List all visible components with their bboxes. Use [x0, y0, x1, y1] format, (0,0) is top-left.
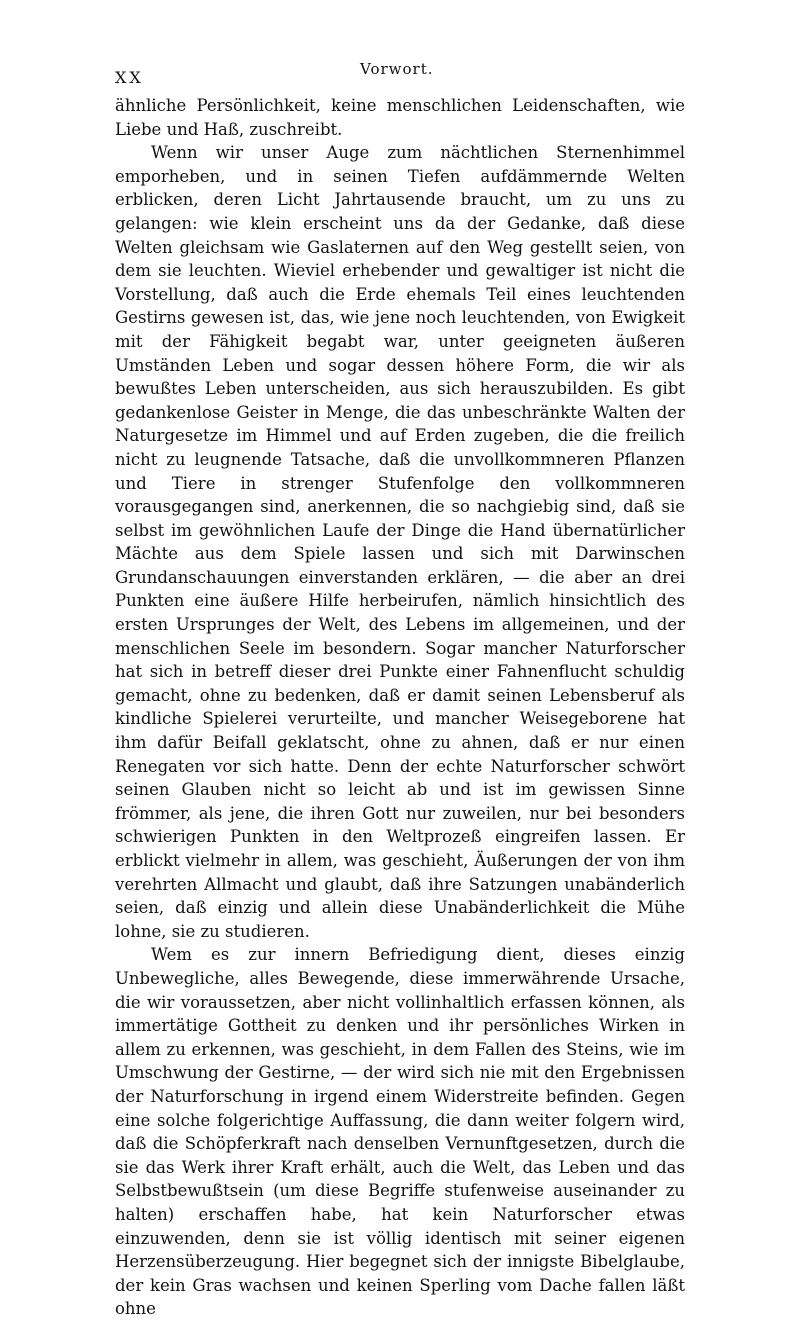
body-text	[115, 94, 685, 1321]
paragraph: Wenn wir unser Auge zum nächtlichen Sternenhimmel emporheben, und in seinen Tiefen aufdämmernde Welten erblicken, deren Licht Jahrtausende braucht, um zu uns zu gelangen: wie klein erscheint uns da der Gedanke, daß diese Welten gleichsam wie Gaslaternen auf den Weg gestellt seien, von dem sie leuchten. Wieviel erhebender und gewaltiger ist nicht die Vorstellung, daß auch die Erde ehemals Teil eines leuchtenden Gestirns gewesen ist, das, wie jene noch leuchtenden, von Ewigkeit mit der Fähigkeit begabt war, unter geeigneten äußeren Umständen Leben und sogar dessen höhere Form, die wir als bewußtes Leben unterscheiden, aus sich herauszubilden. Es gibt gedankenlose Geister in Menge, die das unbeschränkte Walten der Naturgesetze im Himmel und auf Erden zugeben, die die freilich nicht zu leugnende Tatsache, daß die unvollkommneren Pflanzen und Tiere in strenger Stufenfolge den vollkommneren vorausgegangen sind, anerkennen, die so nachgiebig sind, daß sie selbst im gewöhnlichen Laufe der Dinge die Hand übernatürlicher Mächte aus dem Spiele lassen und sich mit Darwinschen Grundanschauungen einverstanden erklären, — die aber an drei Punkten eine äußere Hilfe herbeirufen, nämlich hinsichtlich des ersten Ursprunges der Welt, des Lebens im allgemeinen, und der menschlichen Seele im besondern. Sogar mancher Naturforscher hat sich in betreff dieser drei Punkte einer Fahnenflucht schuldig gemacht, ohne zu bedenken, daß er damit seinen Lebensberuf als kindliche Spielerei verurteilte, und mancher Weisegeborene hat ihm dafür Beifall geklatscht, ohne zu ahnen, daß er nur einen Renegaten vor sich hatte. Denn der echte Naturforscher schwört seinen Glauben nicht so leicht ab und ist im gewissen Sinne frömmer, als jene, die ihren Gott nur zuweilen, nur bei besonders schwierigen Punkten in den Weltprozeß eingreifen lassen. Er erblickt vielmehr in allem, was geschieht, Äußerungen der von ihm verehrten Allmacht und glaubt, daß ihre Satzungen unabänderlich seien, daß einzig und allein diese Unabänderlichkeit die Mühe lohne, sie zu studieren.	[115, 143, 685, 941]
paragraph-continued: ähnliche Persönlichkeit, keine menschlichen Leidenschaften, wie Liebe und Haß, zuschreibt.	[115, 96, 685, 139]
running-head: Vorwort.	[360, 60, 434, 78]
paragraph: Wem es zur innern Befriedigung dient, dieses einzig Unbewegliche, alles Bewegende, diese immerwährende Ursache, die wir voraussetzen, aber nicht vollinhaltlich erfassen können, als immertätige Gottheit zu denken und ihr persönliches Wirken in allem zu erkennen, was geschieht, in dem Fallen des Steins, wie im Umschwung der Gestirne, — der wird sich nie mit den Ergebnissen der Naturforschung in irgend einem Widerstreite befinden. Gegen eine solche folgerichtige Auffassung, die dann weiter folgern wird, daß die Schöpferkraft nach denselben Vernunftgesetzen, durch die sie das Werk ihrer Kraft erhält, auch die Welt, das Leben und das Selbstbewußtsein (um diese Begriffe stufenweise auseinander zu halten) erschaffen habe, hat kein Naturforscher etwas einzuwenden, denn sie ist völlig identisch mit seiner eigenen Herzensüberzeugung. Hier begegnet sich der innigste Bibelglaube, der kein Gras wachsen und keinen Sperling vom Dache fallen läßt ohne	[115, 945, 685, 1319]
page-number: XX	[115, 68, 144, 87]
page-header	[115, 60, 685, 87]
